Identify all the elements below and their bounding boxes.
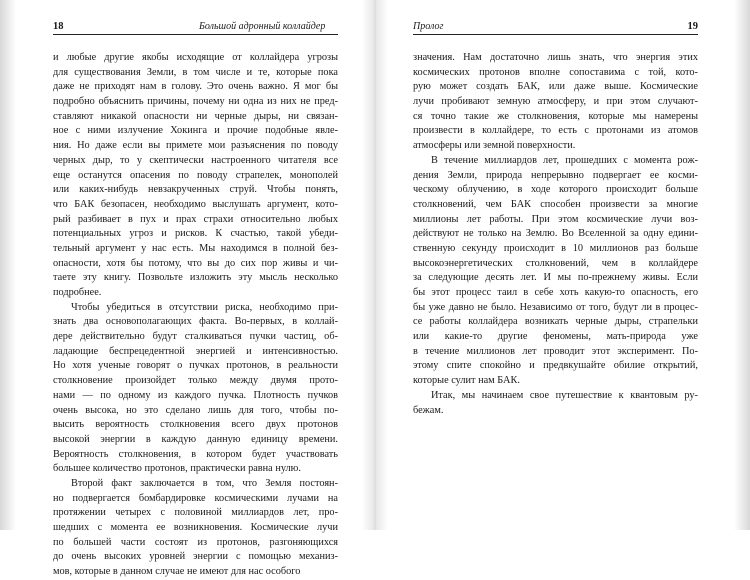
right-page-body [413, 51, 698, 418]
page-number: 19 [687, 21, 698, 32]
text-line: ладающие беспрецедентной энергией и интенсивностью. [53, 345, 338, 357]
text-line: высокой энергии в каждую данную единицу времени. [53, 433, 338, 445]
text-line: столкновений, чем БАК способен произвести за многие [413, 198, 698, 210]
left-page-body [53, 51, 338, 580]
text-line: бежам. [413, 404, 444, 416]
right-page [413, 20, 698, 418]
text-line: ставляют никакой опасности ни черные дыры, ни связан- [53, 110, 338, 122]
text-line: миллионы лет работы. При этом космические лучи воз- [413, 213, 698, 225]
text-line: дере действительно будут сталкиваться пучки частиц, об- [53, 331, 338, 343]
text-line: действуют не только на Землю. Во Вселенной за одну едини- [413, 228, 698, 240]
text-line: нами — по одному из каждого пучка. Плотность пучков [53, 389, 338, 401]
text-line: бы уже давно не было. Независимо от того, будут ли в процес- [413, 301, 698, 313]
text-line: до очень высоких уровней энергии с помощью механиз- [53, 551, 338, 563]
text-line: высить вероятность столкновения всего двух протонов [53, 419, 338, 431]
running-head: Большой адронный коллайдер [199, 21, 326, 32]
text-line: подробнее. [53, 287, 102, 298]
text-line: космических протонов вполне сопоставима с той, кото- [413, 66, 698, 78]
text-line: бы этот процесс таил в себе хоть какую-то опасность, его [413, 287, 698, 298]
text-line: ся точно такие же столкновения, которые мы намерены [413, 110, 698, 122]
text-line: Второй факт заключается в том, что Земля постоян- [71, 477, 338, 489]
text-line: высокоэнергетических столкновений, чем в коллайдере [413, 257, 698, 269]
text-line: произвести в коллайдере, то есть с протонами из атомов [413, 125, 698, 137]
text-line: этому спите спокойно и предвкушайте обилие открытий, [413, 360, 698, 372]
text-line: Чтобы убедиться в отсутствии риска, необходимо при- [71, 301, 338, 313]
text-line: черных дыр, то у скептически настроенного читателя все [53, 154, 338, 166]
left-page-header [53, 20, 338, 35]
right-page-header [413, 20, 698, 35]
text-line: или какие-то другие феномены, мать-природа уже [413, 331, 698, 343]
text-line: рый разбивает в пух и прах страхи относительно любых [53, 213, 338, 225]
text-line: шедших с момента ее возникновения. Космические лучи [53, 522, 338, 533]
text-line: рую может создать БАК, или даже выше. Космические [413, 81, 698, 93]
text-line: значения. Нам достаточно лишь знать, что энергия этих [413, 52, 698, 63]
page-edge-right [734, 0, 750, 530]
text-line: знать два основополагающих факта. Во-первых, в коллай- [53, 316, 338, 328]
text-line: потенциальных угроз и рисков. К счастью, такой убеди- [53, 228, 338, 240]
text-line: что БАК безопасен, необходимо выслушать аргумент, кото- [53, 198, 338, 210]
book-gutter [362, 0, 388, 530]
text-line: по большей части состоят из протонов, разгоняющихся [53, 536, 338, 548]
text-line: ное с ними излучение Хокинга и прочие подобные явле- [53, 125, 338, 137]
text-line: таете эту книгу. Позвольте изложить эту мысль несколько [53, 272, 338, 284]
text-line: Вероятность столкновения, в котором будет участвовать [53, 448, 338, 460]
text-line: столкновение произойдет только между двумя прото- [53, 375, 338, 387]
text-line: или каких-нибудь невзакрученных струй. Чтобы понять, [53, 184, 338, 196]
text-line: опасности, хотя бы потому, что вы до сих пор живы и чи- [53, 257, 338, 269]
text-line: дения Земли, природа непрерывно подвергает ее косми- [413, 169, 698, 181]
left-page [53, 20, 338, 580]
text-line: лучи пробивают земную атмосферу, и при этом случают- [413, 96, 698, 108]
text-line: большее количество протонов, практически равна нулю. [53, 463, 301, 475]
running-head: Пролог [413, 21, 444, 32]
text-line: тельный аргумент у нас есть. Мы находимся в полной без- [53, 242, 338, 254]
page-number: 18 [53, 21, 64, 32]
text-line: Итак, мы начинаем свое путешествие к квантовым ру- [431, 389, 698, 401]
text-line: ческому облучению, в ходе которого происходит больше [413, 184, 698, 196]
text-line: в течение миллионов лет проводит этот эксперимент. По- [413, 345, 698, 357]
text-line: мов, которые в данном случае не имеют для нас особого [53, 566, 301, 578]
page-edge-left [0, 0, 16, 530]
text-line: для существования Земли, в том числе и те, которые пока [53, 66, 338, 78]
text-line: которые сулит нам БАК. [413, 375, 520, 387]
text-line: еще останутся опасения по поводу страпелек, монополей [53, 169, 338, 181]
text-line: В течение миллиардов лет, прошедших с момента рож- [431, 154, 698, 166]
text-line: за следующие десять лет. И мы по-прежнему живы. Если [413, 272, 698, 284]
text-line: и любые другие якобы исходящие от коллайдера угрозы [53, 52, 338, 63]
text-line: подробно объяснить причины, почему ни одна из них не пред- [53, 96, 338, 108]
text-line: атмосферы или земной поверхности. [413, 140, 576, 152]
text-line: ственную секунду происходит в 10 миллионов раз больше [413, 242, 698, 254]
text-line: протяжении четырех с половиной миллиардов лет, про- [53, 507, 338, 519]
text-line: Но хотя ученые говорят о пучках протонов, в реальности [53, 360, 338, 372]
text-line: очень высока, но это сделано лишь для того, чтобы по- [53, 404, 338, 416]
text-line: даже не приходят нам в голову. Это очень важно. Я мог бы [53, 81, 338, 93]
text-line: но подвергается бомбардировке космическими лучами на [53, 492, 338, 504]
text-line: се работы коллайдера возникать черные дыры, страпельки [413, 316, 698, 328]
text-line: ния. Но даже если вы примете мои разъяснения по поводу [53, 140, 338, 152]
